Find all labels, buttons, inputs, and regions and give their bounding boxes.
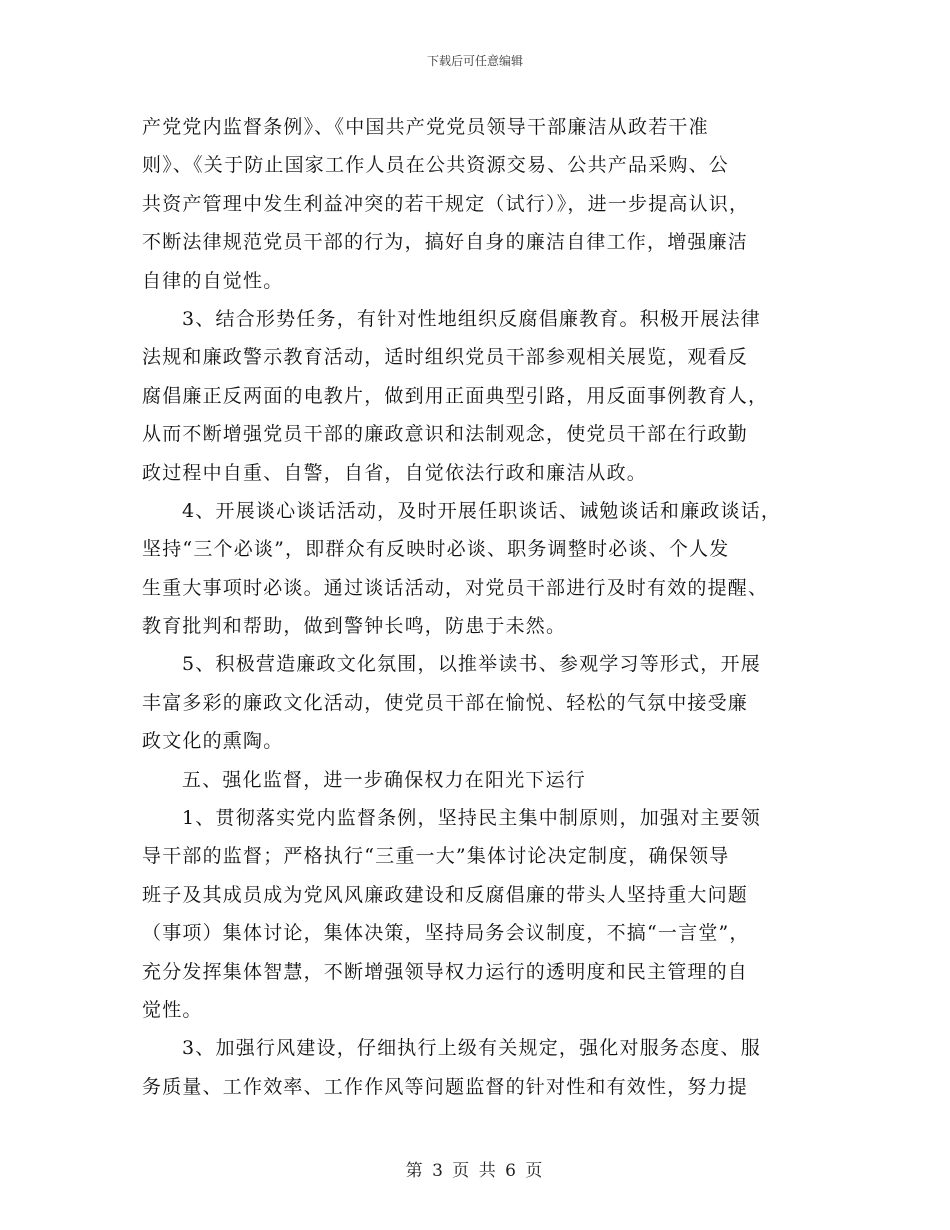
body-line: 务质量、工作效率、工作作风等问题监督的针对性和有效性，努力提 [142,1075,749,1098]
body-line: 坚持“三个必谈”，即群众有反映时必谈、职务调整时必谈、个人发 [142,538,730,561]
body-line: 腐倡廉正反两面的电教片，做到用正面典型引路，用反面事例教育人， [142,384,769,407]
document-body [142,108,810,1106]
body-line: 觉性。 [142,998,203,1021]
section-heading: 五、强化监督，进一步确保权力在阳光下运行 [182,768,587,791]
body-line: 5、积极营造廉政文化氛围，以推举读书、参观学习等形式，开展 [182,653,761,676]
body-line: 政文化的熏陶。 [142,730,284,753]
body-line: 3、结合形势任务，有针对性地组织反腐倡廉教育。积极开展法律 [182,307,761,330]
body-line: 4、开展谈心谈话活动，及时开展任职谈话、诫勉谈话和廉政谈话， [182,499,782,522]
body-line: 导干部的监督；严格执行“三重一大”集体讨论决定制度，确保领导 [142,845,730,868]
body-line: 法规和廉政警示教育活动，适时组织党员干部参观相关展览，观看反 [142,346,749,369]
body-line: 从而不断增强党员干部的廉政意识和法制观念，使党员干部在行政勤 [142,423,749,446]
body-line: 共资产管理中发生利益冲突的若干规定（试行）》，进一步提高认识， [142,192,750,215]
body-line: 政过程中自重、自警，自省，自觉依法行政和廉洁从政。 [142,461,648,484]
body-line: 3、加强行风建设，仔细执行上级有关规定，强化对服务态度、服 [182,1037,761,1060]
body-line: 教育批判和帮助，做到警钟长鸣，防患于未然。 [142,615,567,638]
body-line: 班子及其成员成为党风风廉政建设和反腐倡廉的带头人坚持重大问题 [142,883,749,906]
body-line: 充分发挥集体智慧，不断增强领导权力运行的透明度和民主管理的自 [142,960,749,983]
body-line: 产党党内监督条例》、《中国共产党党员领导干部廉洁从政若干准 [142,116,709,138]
page-footer: 第 3 页 共 6 页 [405,1161,545,1181]
body-line: 自律的自觉性。 [142,269,284,292]
body-line: 不断法律规范党员干部的行为，搞好自身的廉洁自律工作，增强廉洁 [142,231,749,254]
body-line: 丰富多彩的廉政文化活动，使党员干部在愉悦、轻松的气氛中接受廉 [142,691,749,714]
body-line: 1、贯彻落实党内监督条例，坚持民主集中制原则，加强对主要领 [182,807,761,830]
body-line: 则》、《关于防止国家工作人员在公共资源交易、公共产品采购、公 [142,154,730,177]
page-header: 下载后可任意编辑 [426,54,523,68]
body-line: （事项）集体讨论，集体决策，坚持局务会议制度，不搞“一言堂”， [142,922,750,945]
body-line: 生重大事项时必谈。通过谈话活动，对党员干部进行及时有效的提醒、 [142,576,769,599]
